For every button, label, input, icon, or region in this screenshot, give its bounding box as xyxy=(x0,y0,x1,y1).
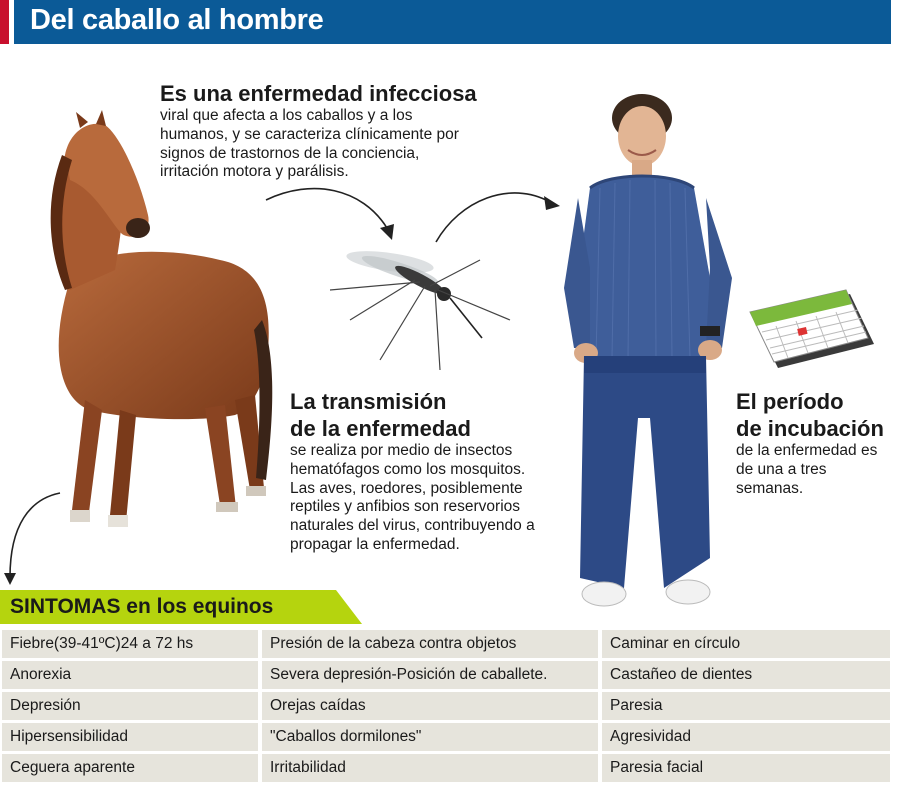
transmission-heading-line: La transmisión xyxy=(290,389,447,414)
symptom-cell: Depresión xyxy=(2,692,258,720)
symptom-cell: Agresividad xyxy=(602,723,890,751)
transmission-line: naturales del virus, contribuyendo a xyxy=(290,517,535,535)
header xyxy=(0,0,891,44)
table-row xyxy=(2,692,890,720)
incubation-section xyxy=(736,388,900,498)
symptom-cell: Presión de la cabeza contra objetos xyxy=(262,630,598,658)
header-red-accent xyxy=(0,0,9,44)
symptom-cell: Caminar en círculo xyxy=(602,630,890,658)
symptom-cell: Castañeo de dientes xyxy=(602,661,890,689)
table-row xyxy=(2,661,890,689)
symptom-cell: Severa depresión-Posición de caballete. xyxy=(262,661,598,689)
symptom-cell: Anorexia xyxy=(2,661,258,689)
incubation-line: semanas. xyxy=(736,479,804,497)
arrow-horse-to-symptoms xyxy=(0,485,70,595)
transmission-line: se realiza por medio de insectos xyxy=(290,442,513,459)
table-row xyxy=(2,723,890,751)
intro-section xyxy=(160,80,540,182)
symptom-cell: Ceguera aparente xyxy=(2,754,258,782)
intro-line: humanos, y se caracteriza clínicamente por xyxy=(160,125,459,143)
intro-line: viral que afecta a los caballos y a los xyxy=(160,107,413,124)
symptom-cell: Hipersensibilidad xyxy=(2,723,258,751)
symptom-cell: Paresia xyxy=(602,692,890,720)
symptoms-table xyxy=(2,630,890,785)
table-row xyxy=(2,630,890,658)
incubation-line: de la enfermedad es xyxy=(736,442,878,459)
transmission-line: propagar la enfermedad. xyxy=(290,535,460,553)
incubation-heading-line: de incubación xyxy=(736,416,884,441)
symptoms-title: SINTOMAS en los equinos xyxy=(10,595,274,618)
transmission-line: Las aves, roedores, posiblemente xyxy=(290,479,523,497)
calendar-icon xyxy=(742,288,882,373)
intro-heading: Es una enfermedad infecciosa xyxy=(160,81,477,106)
transmission-heading-line: de la enfermedad xyxy=(290,416,471,441)
table-row xyxy=(2,754,890,782)
incubation-heading-line: El período xyxy=(736,389,844,414)
symptom-cell: Fiebre(39-41ºC)24 a 72 hs xyxy=(2,630,258,658)
intro-line: irritación motora y parálisis. xyxy=(160,163,349,181)
symptom-cell: Irritabilidad xyxy=(262,754,598,782)
symptoms-banner xyxy=(0,590,362,624)
transmission-line: reptiles y anfibios son reservorios xyxy=(290,498,521,516)
page-title: Del caballo al hombre xyxy=(30,4,324,36)
transmission-line: hematófagos como los mosquitos. xyxy=(290,460,526,478)
incubation-line: de una a tres xyxy=(736,460,827,478)
intro-line: signos de trastornos de la conciencia, xyxy=(160,144,420,162)
symptom-cell: "Caballos dormilones" xyxy=(262,723,598,751)
transmission-section xyxy=(290,388,590,555)
mosquito-illustration xyxy=(320,240,520,380)
symptom-cell: Paresia facial xyxy=(602,754,890,782)
symptom-cell: Orejas caídas xyxy=(262,692,598,720)
man-illustration xyxy=(560,88,745,618)
